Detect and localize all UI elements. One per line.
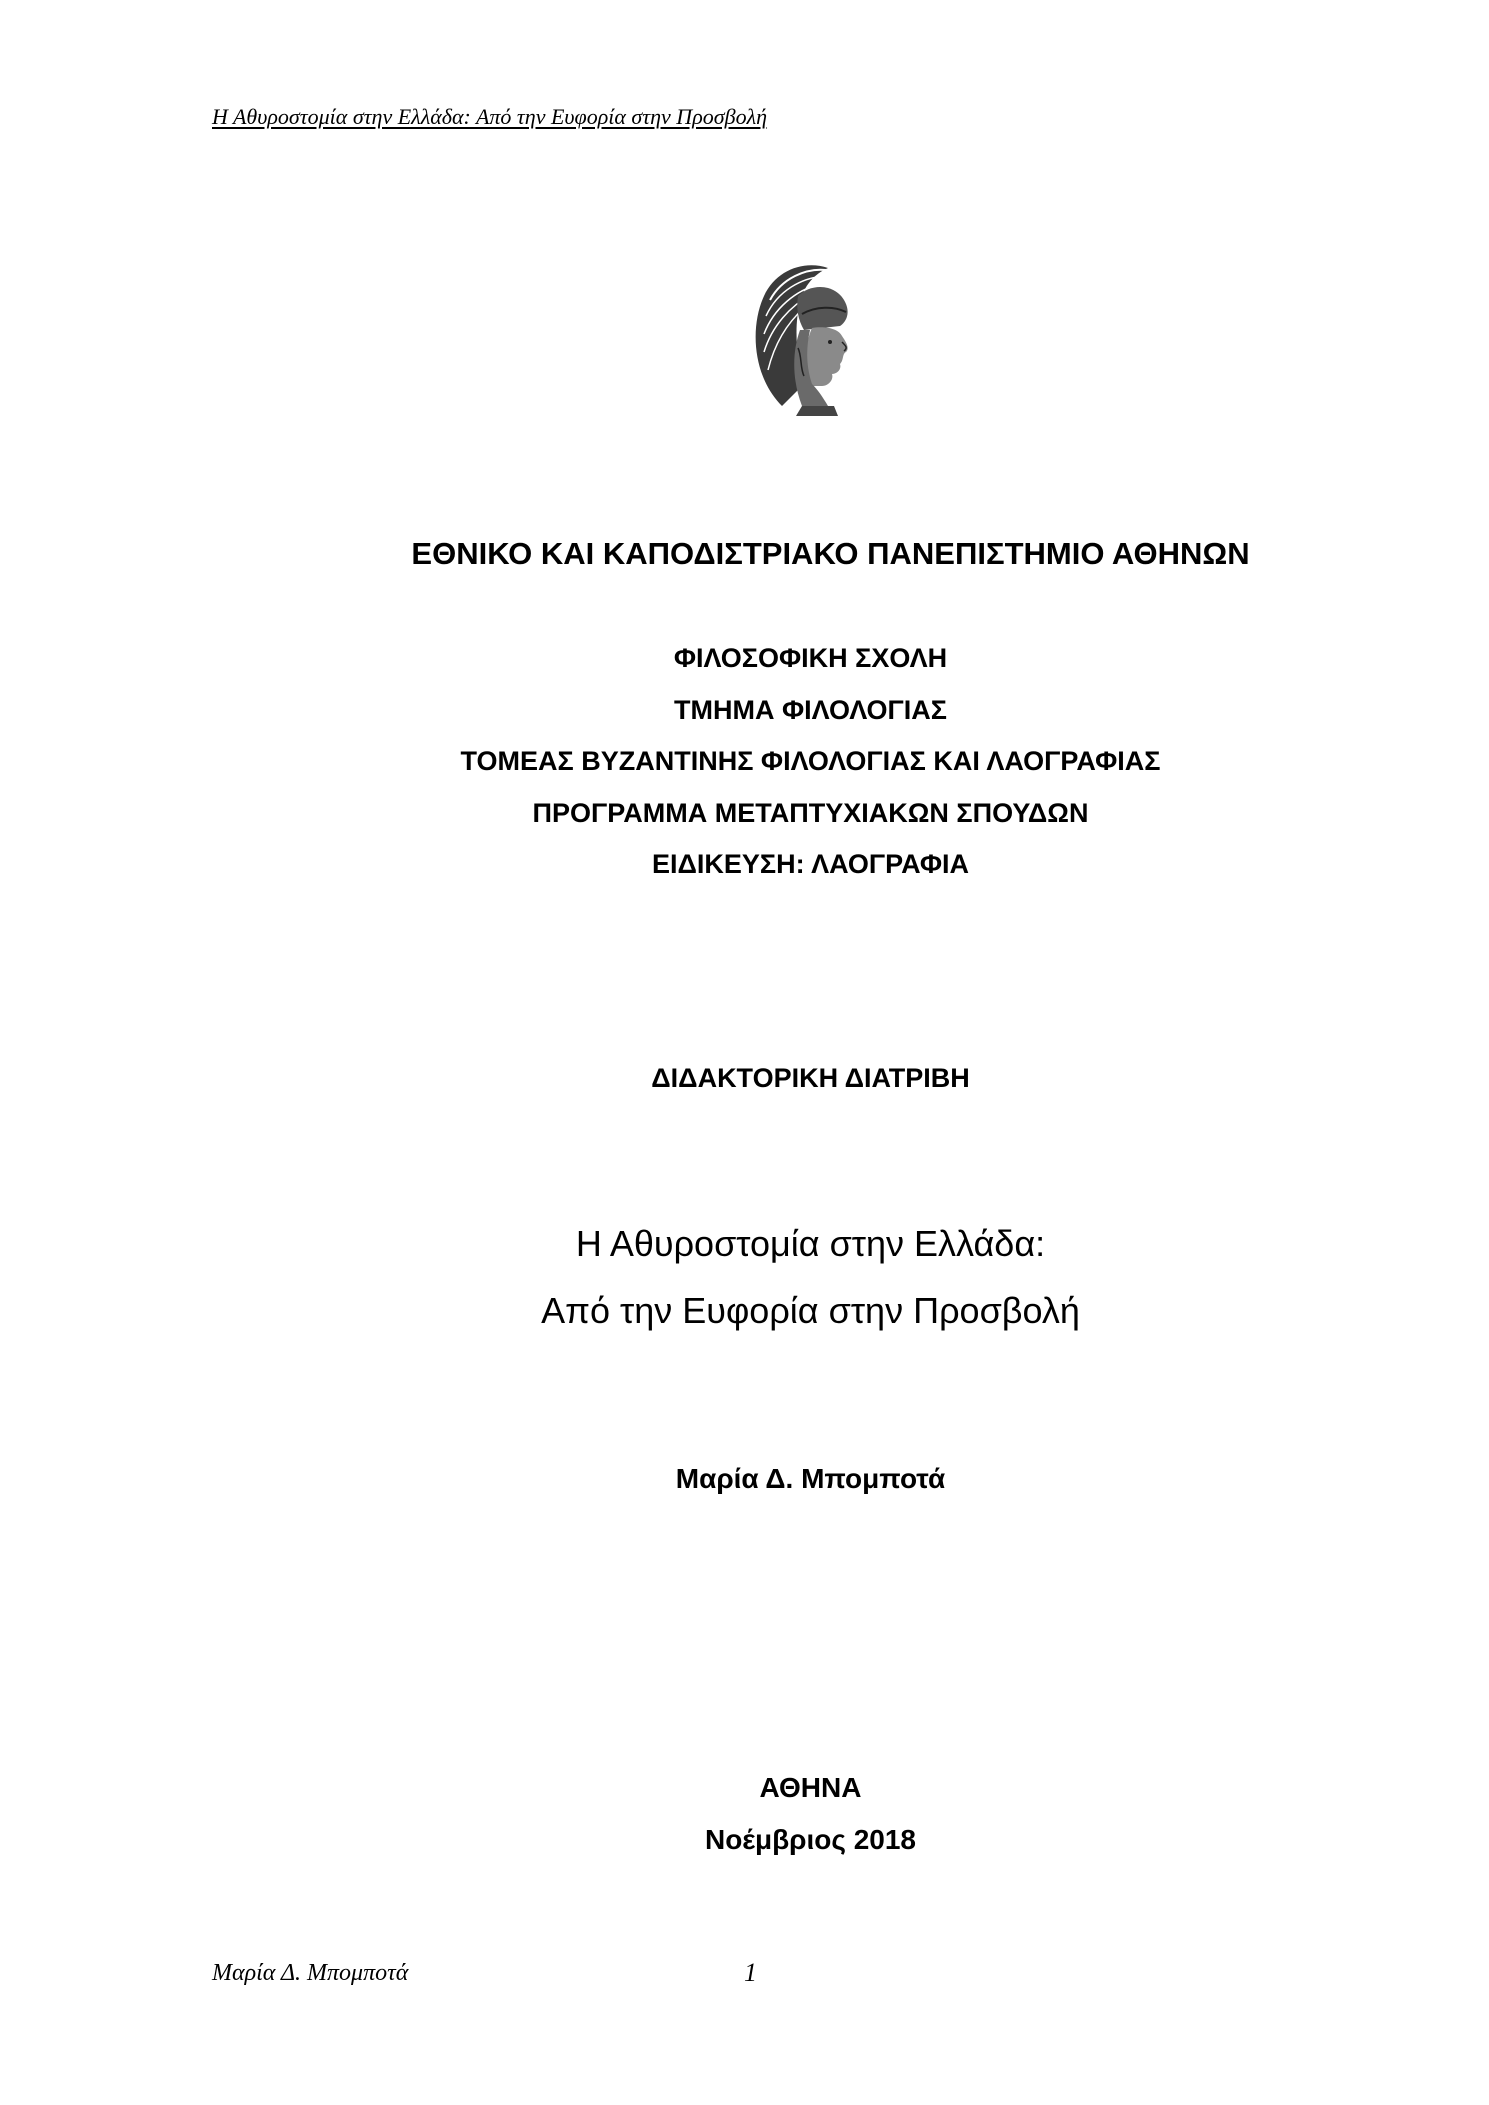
page-number: 1 [744,1958,757,1987]
thesis-title-line-1: Η Αθυροστομία στην Ελλάδα: [575,1223,1046,1264]
department-name: ΤΜΗΜΑ ΦΙΛΟΛΟΓΙΑΣ [674,695,947,725]
faculty-name: ΦΙΛΟΣΟΦΙΚΗ ΣΧΟΛΗ [673,643,948,673]
program-name: ΠΡΟΓΡΑΜΜΑ ΜΕΤΑΠΤΥΧΙΑΚΩΝ ΣΠΟΥΔΩΝ [532,798,1089,828]
date: Νοέμβριος 2018 [704,1824,916,1855]
university-name: ΕΘΝΙΚΟ ΚΑΙ ΚΑΠΟΔΙΣΤΡΙΑΚΟ ΠΑΝΕΠΙΣΤΗΜΙΟ ΑΘΗΝΩΝ [411,536,1250,571]
place: ΑΘΗΝΑ [759,1772,862,1803]
author-name: Μαρία Δ. Μπομποτά [675,1463,946,1494]
footer-author: Μαρία Δ. Μπομποτά [212,1960,409,1986]
thesis-title-line-2: Από την Ευφορία στην Προσβολή [541,1290,1080,1331]
running-header-title: Η Αθυροστομία στην Ελλάδα: Από την Ευφορία στην Προσβολή [212,104,768,129]
athena-head-emblem-icon [742,256,862,426]
document-type: ΔΙΔΑΚΤΟΡΙΚΗ ΔΙΑΤΡΙΒΗ [651,1063,970,1093]
sector-name: ΤΟΜΕΑΣ ΒΥΖΑΝΤΙΝΗΣ ΦΙΛΟΛΟΓΙΑΣ ΚΑΙ ΛΑΟΓΡΑΦΙΑΣ [460,746,1161,776]
specialization-name: ΕΙΔΙΚΕΥΣΗ: ΛΑΟΓΡΑΦΙΑ [651,849,970,879]
